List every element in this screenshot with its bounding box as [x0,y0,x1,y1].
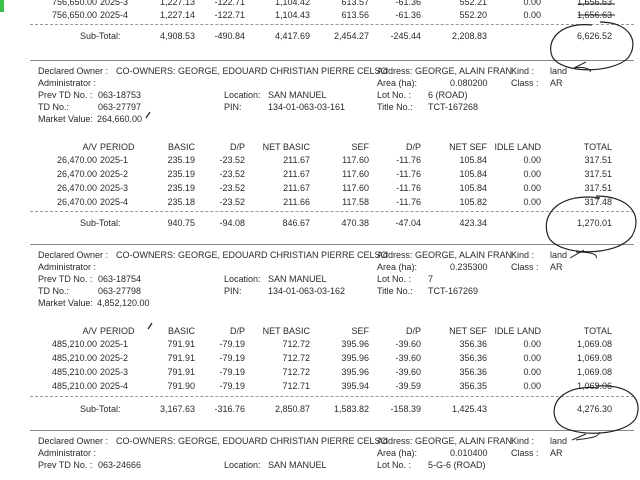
data-row-net-sef: 105.84 [459,183,487,193]
market-value-label: Market Value: [38,114,93,124]
class-label: Class : [511,262,539,272]
area-value: 0.080200 [450,78,488,88]
col-header-basic: BASIC [167,142,195,152]
data-row-sef-dp: -11.76 [396,197,421,207]
data-row-av: 485,210.00 [51,353,97,363]
data-row-net-basic: 211.67 [283,169,310,179]
td-value: 063-27797 [98,102,142,112]
data-row-total: 317.51 [584,183,612,193]
col-header-idle-land: IDLE LAND [494,142,541,152]
subtotal-net-basic: 846.67 [282,218,310,228]
data-row-idle-land: 0.00 [523,183,541,193]
data-row-sef-dp: -39.60 [395,339,421,349]
data-row-basic: 235.18 [167,197,195,207]
col-header-sef-dp: D/P [405,326,421,336]
data-row-sef-dp: -11.76 [396,155,421,165]
check-mark [146,112,150,118]
data-row-net-sef: 105.84 [459,155,487,165]
section-divider [30,430,634,431]
data-row-sef: 395.96 [341,367,369,377]
data-row-total: 317.48 [584,197,612,207]
data-row-basic: 791.91 [167,339,195,349]
data-row-net-basic: 712.72 [282,339,310,349]
top-row-net-sef: 552.20 [459,10,487,20]
td-label: TD No.: [38,286,70,296]
data-row-sef-dp: -39.59 [395,381,421,391]
top-row-net-basic: 1,104.42 [274,0,310,7]
data-row-basic: 235.19 [167,183,195,193]
col-header-period: PERIOD [100,326,135,336]
data-row-sef-dp: -11.76 [396,169,421,179]
market-value-label: Market Value: [38,298,93,308]
data-row-dp: -23.52 [219,197,245,207]
data-row-total: 1,069.08 [576,367,612,377]
subtotal-label: Sub-Total: [80,404,121,414]
class-value: AR [550,262,563,272]
pin-value: 134-01-063-03-162 [268,286,346,296]
data-row-sef: 117.60 [342,183,369,193]
col-header-sef-dp: D/P [405,142,421,152]
data-row-dp: -23.52 [219,169,245,179]
market-value-value: 4,852,120.00 [97,298,150,308]
location-value: SAN MANUEL [268,90,327,100]
data-row-av: 485,210.00 [51,367,97,377]
data-row-net-basic: 712.71 [282,381,310,391]
data-row-total: 1,069.08 [576,339,612,349]
prev-td-label: Prev TD No. : [38,274,93,284]
kind-value: land [550,250,568,260]
subtotal-label: Sub-Total: [80,31,121,41]
data-row-basic: 791.91 [167,353,195,363]
declared-owner-value: CO-OWNERS: GEORGE, EDOUARD CHRISTIAN PIERRE CELSO [116,436,388,446]
subtotal-dp: -316.76 [214,404,245,414]
col-header-net-basic: NET BASIC [262,142,310,152]
data-row-sef: 117.58 [342,197,369,207]
owner-address-overlap: Address: GEORGE, ALAIN FRAN [377,250,513,260]
lot-value: 6 (ROAD) [428,90,468,100]
pin-label: PIN: [224,102,242,112]
lot-label: Lot No. : [377,274,412,284]
area-value: 0.010400 [450,448,488,458]
declared-owner-label: Declared Owner : [38,250,109,260]
data-row-period: 2025-1 [100,155,129,165]
pin-value: 134-01-063-03-161 [268,102,346,112]
data-row-total: 317.51 [584,169,612,179]
data-row-dp: -23.52 [219,183,245,193]
prev-td-label: Prev TD No. : [38,460,93,470]
area-label: Area (ha): [377,262,418,272]
location-label: Location: [224,274,261,284]
subtotal-net-sef: 2,208.83 [451,31,487,41]
subtotal-basic: 940.75 [167,218,195,228]
subtotal-sef-dp: -158.39 [390,404,421,414]
top-row-total: 1,656.63 [576,0,612,7]
data-row-sef-dp: -39.60 [395,353,421,363]
owner-address-overlap: Address: GEORGE, ALAIN FRAN [377,66,513,76]
subtotal-sef-dp: -47.04 [395,218,421,228]
data-row-dp: -23.52 [219,155,245,165]
tail-mark [576,252,596,258]
top-row-net-sef: 552.21 [459,0,487,7]
location-label: Location: [224,90,261,100]
prev-td-value: 063-24666 [98,460,142,470]
top-row-net-basic: 1,104.43 [274,10,310,20]
top-row-basic: 1,227.13 [159,0,195,7]
subtotal-label: Sub-Total: [80,218,121,228]
data-row-idle-land: 0.00 [523,367,541,377]
administrator-label: Administrator : [38,448,97,458]
top-row-basic: 1,227.14 [159,10,195,20]
data-row-net-sef: 105.82 [459,197,487,207]
kind-label: Kind : [511,436,535,446]
data-row-idle-land: 0.00 [523,169,541,179]
dashed-divider [30,24,634,25]
lot-value: 7 [428,274,434,284]
data-row-av: 26,470.00 [56,155,97,165]
title-value: TCT-167269 [428,286,479,296]
col-header-av: A/V [82,326,97,336]
scribble-mark [572,434,586,440]
data-row-idle-land: 0.00 [523,339,541,349]
class-label: Class : [511,448,539,458]
administrator-label: Administrator : [38,262,97,272]
data-row-dp: -79.19 [219,339,245,349]
owner-address-overlap: Address: GEORGE, ALAIN FRAN [377,436,513,446]
data-row-av: 26,470.00 [56,197,97,207]
data-row-idle-land: 0.00 [523,197,541,207]
subtotal-sef-dp: -245.44 [390,31,421,41]
data-row-period: 2025-2 [100,353,129,363]
subtotal-dp: -94.08 [219,218,245,228]
subtotal-basic: 3,167.63 [159,404,195,414]
scribble-mark [574,62,586,68]
title-label: Title No.: [377,102,413,112]
location-value: SAN MANUEL [268,274,327,284]
class-value: AR [550,78,563,88]
declared-owner-label: Declared Owner : [38,436,109,446]
subtotal-sef: 2,454.27 [333,31,369,41]
declared-owner-label: Declared Owner : [38,66,109,76]
data-row-net-basic: 211.66 [283,197,310,207]
top-row-idle-land: 0.00 [523,0,541,7]
col-header-basic: BASIC [167,326,195,336]
data-row-dp: -79.19 [219,381,245,391]
data-row-net-sef: 356.36 [459,339,487,349]
data-row-av: 485,210.00 [51,381,97,391]
location-label: Location: [224,460,261,470]
data-row-period: 2025-3 [100,183,129,193]
col-header-dp: D/P [229,142,245,152]
data-row-total: 1,069.08 [576,353,612,363]
data-row-basic: 235.19 [167,155,195,165]
col-header-idle-land: IDLE LAND [494,326,541,336]
section-divider [30,60,634,61]
kind-value: land [550,66,568,76]
subtotal-sef: 470.38 [341,218,369,228]
top-row-sef-dp: -61.36 [395,0,421,7]
data-row-net-basic: 211.67 [283,155,310,165]
top-row-dp: -122.71 [214,10,245,20]
prev-td-label: Prev TD No. : [38,90,93,100]
subtotal-sef: 1,583.82 [333,404,369,414]
data-row-net-basic: 712.72 [282,367,310,377]
tail-mark [576,432,600,440]
declared-owner-value: CO-OWNERS: GEORGE, EDOUARD CHRISTIAN PIERRE CELSO [116,66,388,76]
class-value: AR [550,448,563,458]
data-row-net-sef: 356.36 [459,367,487,377]
subtotal-net-sef: 1,425.43 [451,404,487,414]
area-label: Area (ha): [377,78,418,88]
top-row-total: 1,656.63 [576,10,612,20]
kind-label: Kind : [511,66,535,76]
subtotal-net-basic: 4,417.69 [274,31,310,41]
subtotal-net-sef: 423.34 [459,218,487,228]
market-value-value: 264,660.00 [97,114,143,124]
dashed-divider [30,211,634,212]
data-row-dp: -79.19 [219,353,245,363]
data-row-basic: 791.90 [167,381,195,391]
area-value: 0.235300 [450,262,488,272]
data-row-net-basic: 211.67 [283,183,310,193]
lot-label: Lot No. : [377,90,412,100]
top-row-av: 756,650.00 [51,10,97,20]
pin-label: PIN: [224,286,242,296]
data-row-total: 317.51 [584,155,612,165]
check-mark [148,323,152,329]
data-row-period: 2025-1 [100,339,129,349]
title-value: TCT-167268 [428,102,479,112]
top-row-idle-land: 0.00 [523,10,541,20]
class-label: Class : [511,78,539,88]
data-row-sef: 395.96 [341,353,369,363]
data-row-basic: 235.19 [167,169,195,179]
data-row-period: 2025-4 [100,197,129,207]
data-row-total: 1,069.06 [576,381,612,391]
data-row-net-sef: 356.36 [459,353,487,363]
data-row-sef: 117.60 [342,155,369,165]
subtotal-total: 4,276.30 [576,404,612,414]
data-row-av: 26,470.00 [56,183,97,193]
data-row-idle-land: 0.00 [523,381,541,391]
col-header-period: PERIOD [100,142,135,152]
data-row-sef: 395.94 [341,381,369,391]
subtotal-dp: -490.84 [214,31,245,41]
col-header-av: A/V [82,142,97,152]
top-row-sef: 613.56 [341,10,369,20]
lot-value: 5-G-6 (ROAD) [428,460,486,470]
col-header-net-sef: NET SEF [449,326,487,336]
data-row-av: 26,470.00 [56,169,97,179]
td-label: TD No.: [38,102,70,112]
data-row-basic: 791.91 [167,367,195,377]
green-highlight-marker [0,0,4,12]
prev-td-value: 063-18753 [98,90,142,100]
col-header-sef: SEF [351,142,369,152]
subtotal-basic: 4,908.53 [159,31,195,41]
subtotal-total: 1,270.01 [576,218,612,228]
declared-owner-value: CO-OWNERS: GEORGE, EDOUARD CHRISTIAN PIERRE CELSO [116,250,388,260]
top-row-dp: -122.71 [214,0,245,7]
col-header-net-sef: NET SEF [449,142,487,152]
data-row-period: 2025-3 [100,367,129,377]
td-value: 063-27798 [98,286,142,296]
section-divider [30,244,634,245]
dashed-divider [30,396,634,397]
data-row-sef: 117.60 [342,169,369,179]
data-row-sef-dp: -11.76 [396,183,421,193]
data-row-period: 2025-2 [100,169,129,179]
lot-label: Lot No. : [377,460,412,470]
kind-label: Kind : [511,250,535,260]
data-row-av: 485,210.00 [51,339,97,349]
data-row-idle-land: 0.00 [523,155,541,165]
data-row-net-sef: 105.84 [459,169,487,179]
administrator-label: Administrator : [38,78,97,88]
subtotal-total: 6,626.52 [576,31,612,41]
col-header-total: TOTAL [583,326,612,336]
data-row-dp: -79.19 [219,367,245,377]
top-row-sef: 613.57 [341,0,369,7]
data-row-period: 2025-4 [100,381,129,391]
top-row-period: 2025-4 [100,10,129,20]
subtotal-net-basic: 2,850.87 [274,404,310,414]
top-row-av: 756,650.00 [51,0,97,7]
tail-mark [574,67,590,72]
col-header-net-basic: NET BASIC [262,326,310,336]
data-row-sef: 395.96 [341,339,369,349]
location-value: SAN MANUEL [268,460,327,470]
data-row-net-sef: 356.35 [459,381,487,391]
col-header-dp: D/P [229,326,245,336]
top-row-sef-dp: -61.36 [395,10,421,20]
title-label: Title No.: [377,286,413,296]
prev-td-value: 063-18754 [98,274,142,284]
top-row-period: 2025-3 [100,0,129,7]
scribble-mark [570,250,584,258]
kind-value: land [550,436,568,446]
data-row-sef-dp: -39.60 [395,367,421,377]
data-row-idle-land: 0.00 [523,353,541,363]
data-row-net-basic: 712.72 [282,353,310,363]
area-label: Area (ha): [377,448,418,458]
col-header-total: TOTAL [583,142,612,152]
col-header-sef: SEF [351,326,369,336]
circle-mark [551,22,633,70]
